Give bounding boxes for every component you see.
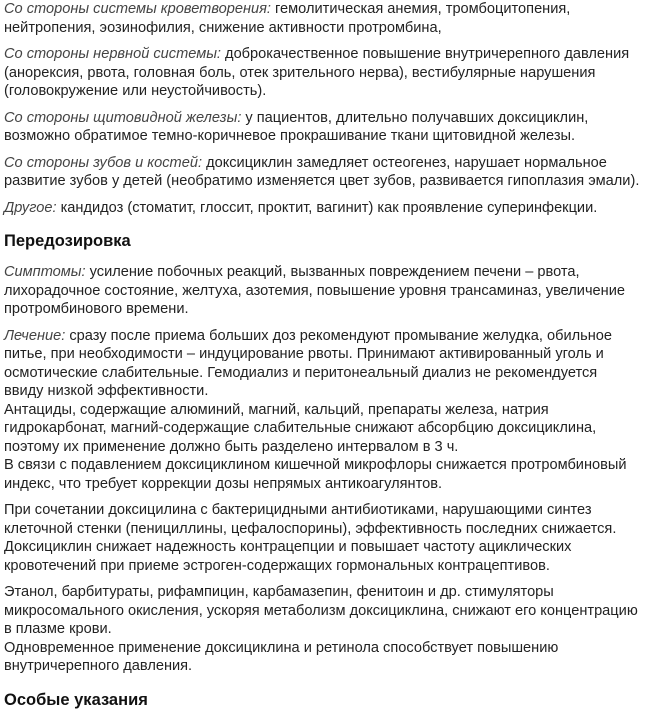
- side-effect-thyroid: [4, 109, 640, 146]
- interaction-contraceptives: Доксициклин снижает надежность контрацепции и повышает частоту ациклических кровотечений при приеме эстроген-содержащих гормональных контрацептивов.: [4, 539, 572, 574]
- paragraph-text: у пациентов, длительно получавших доксициклин, возможно обратимое темно-коричневое прокрашивание ткани щитовидной железы.: [4, 109, 589, 144]
- interaction-inducers: Этанол, барбитураты, рифампицин, карбамазепин, фенитоин и др. стимуляторы микросомального окисления, ускоряя метаболизм доксициклина, снижают его концентрацию в плазме крови.: [4, 584, 638, 637]
- side-effect-teeth: [4, 154, 640, 191]
- side-effect-other: [4, 199, 640, 218]
- interaction-antacids: Антациды, содержащие алюминий, магний, кальций, препараты железа, натрия гидрокарбонат, магний-содержащие слабительные снижают абсорбцию доксициклина, поэтому их применение должно быть разделено интервалом в 3 ч.: [4, 401, 597, 455]
- paragraph-text: кандидоз (стоматит, глоссит, проктит, вагинит) как проявление суперинфекции.: [56, 199, 598, 216]
- overdose-symptoms: [4, 263, 640, 319]
- paragraph-text: усиление побочных реакций, вызванных повреждением печени – рвота, лихорадочное состояние, желтуха, азотемия, повышение уровня трансаминаз, увеличение протромбинового времени.: [4, 264, 626, 317]
- lead-label: Со стороны нервной системы:: [4, 46, 221, 62]
- paragraph-text: сразу после приема больших доз рекомендуют промывание желудка, обильное питье, при необходимости – индуцирование рвоты. Принимают активированный уголь и осмотические слабительные. Гемодиализ и перитонеальный диализ не рекомендуется ввиду низкой эффективности.: [4, 327, 613, 399]
- side-effect-nervous: [4, 45, 640, 101]
- paragraph-text: доброкачественное повышение внутричерепного давления (анорексия, рвота, головная боль, отек зрительного нерва), вестибулярные нарушения (головокружение или неустойчивость).: [4, 46, 630, 99]
- lead-label: Со стороны зубов и костей:: [4, 154, 203, 171]
- lead-label: Со стороны щитовидной железы:: [4, 109, 242, 126]
- paragraph-text: гемолитическая анемия, тромбоцитопения, нейтропения, эозинофилия, снижение активности протромбина,: [4, 1, 571, 36]
- lead-label: Лечение:: [4, 327, 66, 344]
- lead-label: Со стороны системы кроветворения:: [4, 1, 271, 17]
- special-instructions-heading: Особые указания: [4, 690, 148, 709]
- interaction-anticoagulants: В связи с подавлением доксициклином кишечной микрофлоры снижается протромбиновый индекс, что требует коррекции дозы непрямых антикоагулянтов.: [4, 457, 627, 492]
- interaction-bactericidal: При сочетании доксицилина с бактерицидными антибиотиками, нарушающими синтез клеточной стенки (пенициллины, цефалоспорины), эффективность последних снижается.: [4, 502, 617, 537]
- side-effect-blood: [4, 0, 640, 37]
- interaction-retinol: Одновременное применение доксициклина и ретинола способствует повышению внутричерепного давления.: [4, 639, 559, 674]
- paragraph-text: доксициклин замедляет остеогенез, нарушает нормальное развитие зубов у детей (необратимо изменяется цвет зубов, развивается гипоплазия эмали).: [4, 154, 640, 189]
- overdose-heading: Передозировка: [4, 232, 131, 250]
- overdose-treatment: [4, 327, 640, 401]
- lead-label: Другое:: [4, 199, 57, 216]
- lead-label: Симптомы:: [4, 264, 86, 280]
